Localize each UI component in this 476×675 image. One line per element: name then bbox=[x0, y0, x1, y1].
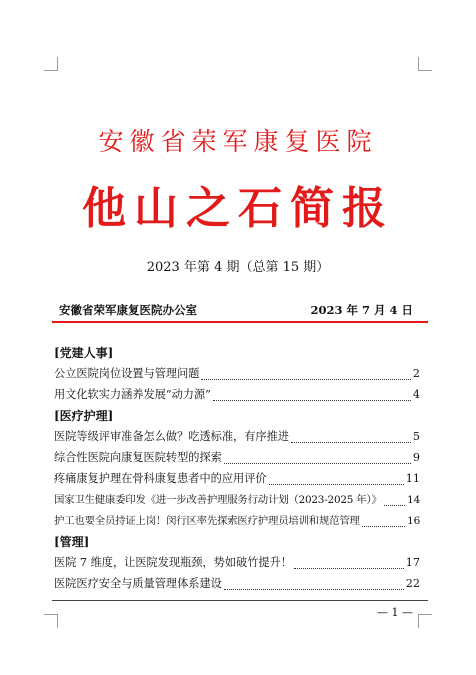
crop-mark-top-left-h bbox=[44, 70, 58, 71]
toc-entry[interactable] bbox=[54, 450, 420, 466]
crop-mark-bottom-left-v bbox=[57, 614, 58, 628]
toc-entry-title: 护工也要全员持证上岗！闵行区率先探索医疗护理员培训和规范管理 bbox=[54, 515, 360, 527]
toc-leader bbox=[291, 432, 411, 443]
toc-entry-page: 11 bbox=[405, 472, 420, 485]
toc-leader bbox=[213, 390, 411, 401]
toc-entry[interactable] bbox=[54, 513, 420, 529]
issue-date: 2023 年 7 月 4 日 bbox=[310, 303, 413, 317]
toc-entry-page: 16 bbox=[407, 515, 420, 527]
toc-leader bbox=[269, 474, 404, 485]
page-number: — 1 — bbox=[377, 606, 413, 619]
toc-leader bbox=[294, 558, 404, 569]
toc-entry[interactable] bbox=[54, 492, 420, 508]
toc-entry-title: 用文化软实力涵养发展“动力源” bbox=[54, 388, 211, 401]
toc-entry-title: 医院等级评审准备怎么做？吃透标准，有序推进 bbox=[54, 430, 289, 443]
crop-mark-top-right-v bbox=[418, 57, 419, 71]
toc-entry[interactable] bbox=[54, 366, 420, 382]
publication-title: 他山之石简报 bbox=[82, 183, 394, 234]
toc-entry-title: 医院医疗安全与质量管理体系建设 bbox=[54, 577, 222, 590]
toc-entry-title: 国家卫生健康委印发《进一步改善护理服务行动计划（2023-2025 年）》 bbox=[54, 494, 382, 506]
crop-mark-bottom-right-h bbox=[418, 614, 432, 615]
header-divider bbox=[52, 321, 428, 323]
toc-entry[interactable] bbox=[54, 555, 420, 571]
toc-section-heading: [管理] bbox=[54, 535, 90, 549]
footer-divider bbox=[52, 600, 428, 601]
toc-entry-title: 医院 7 维度，让医院发现瓶颈，势如破竹提升！ bbox=[54, 556, 292, 569]
toc-entry-title: 公立医院岗位设置与管理问题 bbox=[54, 367, 200, 380]
crop-mark-bottom-left-h bbox=[44, 614, 58, 615]
toc-section-heading: [党建人事] bbox=[54, 346, 114, 360]
toc-entry-title: 疼痛康复护理在骨科康复患者中的应用评价 bbox=[54, 472, 267, 485]
crop-mark-top-right-h bbox=[418, 70, 432, 71]
toc-section-heading: [医疗护理] bbox=[54, 409, 114, 423]
toc-entry[interactable] bbox=[54, 429, 420, 445]
toc-entry-page: 22 bbox=[405, 577, 420, 590]
toc-entry[interactable] bbox=[54, 576, 420, 592]
toc-leader bbox=[362, 516, 405, 527]
toc-leader bbox=[224, 579, 404, 590]
toc-entry-page: 9 bbox=[412, 451, 420, 464]
toc-entry-page: 5 bbox=[412, 430, 420, 443]
toc-entry-title: 综合性医院向康复医院转型的探索 bbox=[54, 451, 222, 464]
toc-entry-page: 4 bbox=[412, 388, 420, 401]
organization-name: 安徽省荣军康复医院 bbox=[98, 127, 378, 156]
toc-leader bbox=[224, 453, 411, 464]
toc-entry-page: 14 bbox=[407, 494, 420, 506]
toc-entry[interactable] bbox=[54, 471, 420, 487]
toc-entry[interactable] bbox=[54, 387, 420, 403]
toc-entry-page: 2 bbox=[412, 367, 420, 380]
toc-entry-page: 17 bbox=[405, 556, 420, 569]
toc-leader bbox=[201, 369, 410, 380]
issue-number: 2023 年第 4 期（总第 15 期） bbox=[146, 260, 330, 275]
crop-mark-bottom-right-v bbox=[418, 614, 419, 628]
table-of-contents bbox=[54, 345, 420, 597]
toc-leader bbox=[384, 495, 406, 506]
issuing-office: 安徽省荣军康复医院办公室 bbox=[59, 303, 197, 317]
crop-mark-top-left-v bbox=[57, 57, 58, 71]
